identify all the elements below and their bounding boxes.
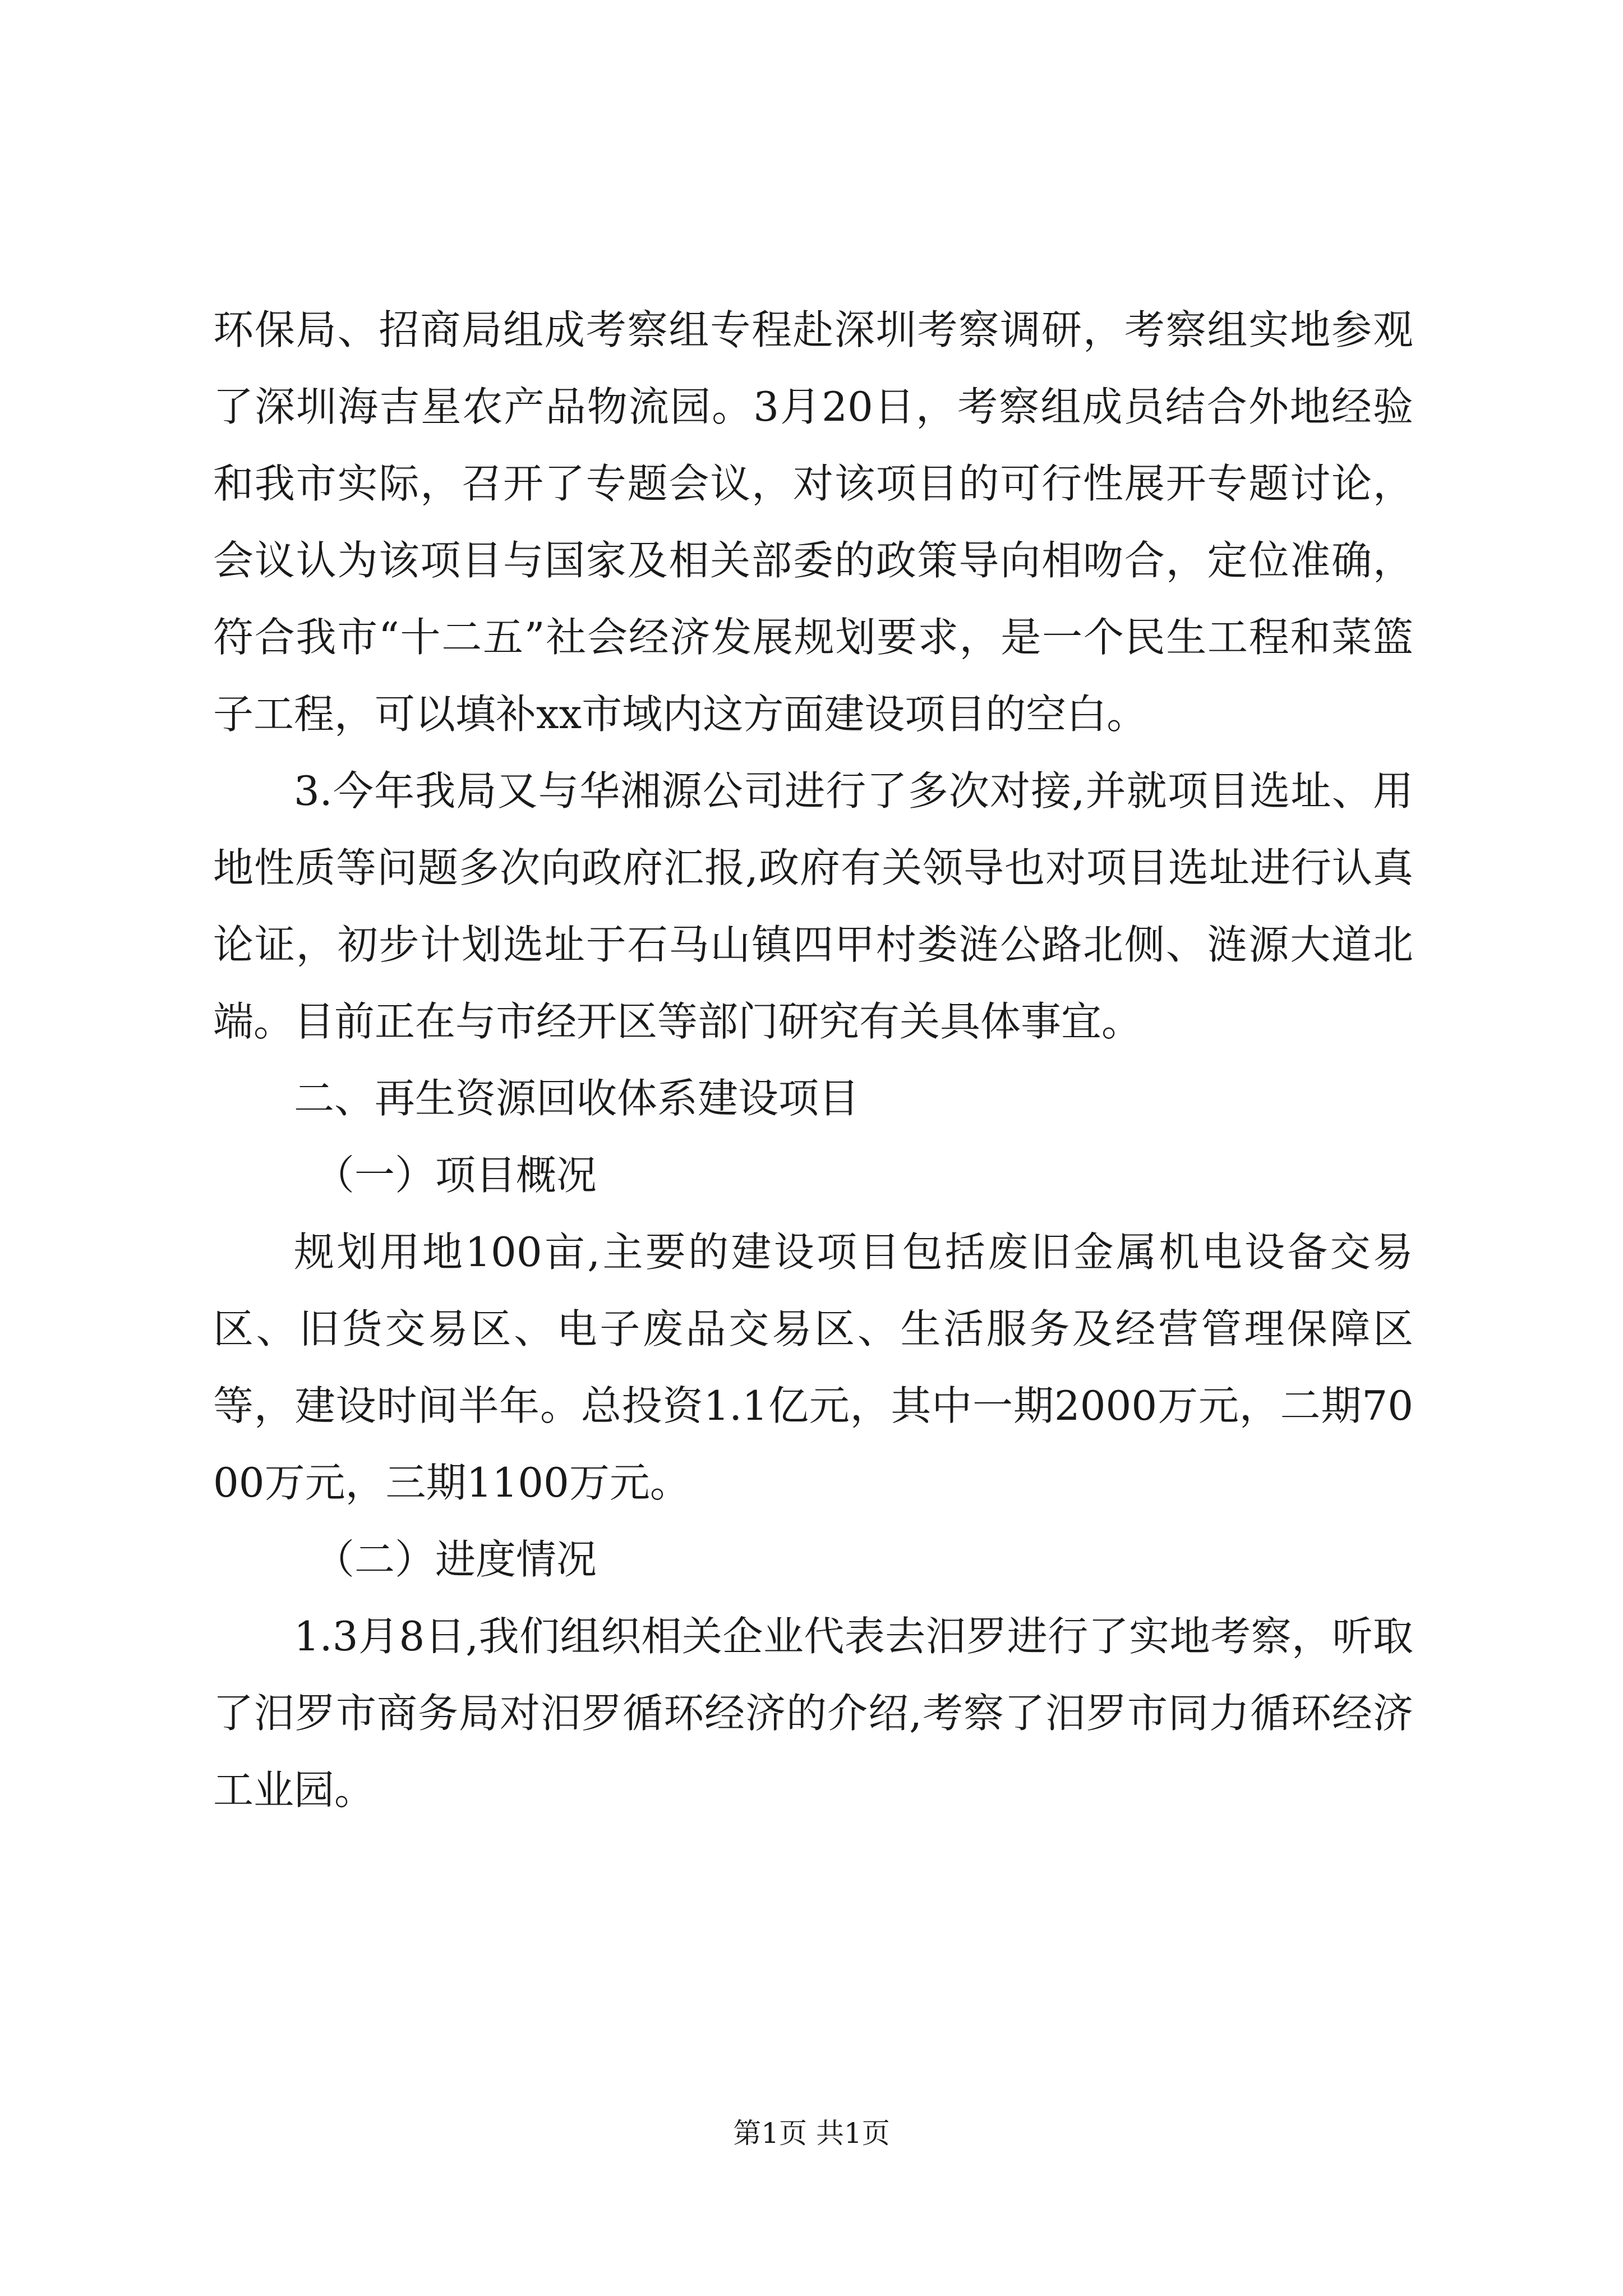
section-heading-recycling-project: 二、再生资源回收体系建设项目 [294,1075,860,1122]
document-body [213,292,1413,1829]
paragraph-continuation: 环保局、招商局组成考察组专程赴深圳考察调研，考察组实地参观了深圳海吉星农产品物流园。3月20日，考察组成员结合外地经验和我市实际，召开了专题会议，对该项目的可行性展开专题讨论，会议认为该项目与国家及相关部委的政策导向相吻合，定位准确，符合我市“十二五”社会经济发展规划要求，是一个民生工程和菜篮子工程，可以填补xx市域内这方面建设项目的空白。 [213,306,1413,738]
paragraph-project-overview: 规划用地100亩,主要的建设项目包括废旧金属机电设备交易区、旧货交易区、电子废品交易区、生活服务及经营管理保障区等，建设时间半年。总投资1.1亿元，其中一期2000万元，二期7000万元，三期1100万元。 [213,1228,1413,1506]
paragraph-site-selection: 3.今年我局又与华湘源公司进行了多次对接,并就项目选址、用地性质等问题多次向政府汇报,政府有关领导也对项目选址进行认真论证，初步计划选址于石马山镇四甲村娄涟公路北侧、涟源大道北端。目前正在与市经开区等部门研究有关具体事宜。 [213,767,1413,1045]
subsection-heading-overview: （一）项目概况 [314,1152,597,1199]
page-footer: 第1页 共1页 [733,2117,890,2150]
subsection-heading-progress: （二）进度情况 [314,1536,597,1583]
paragraph-progress: 1.3月8日,我们组织相关企业代表去汨罗进行了实地考察，听取了汨罗市商务局对汨罗循环经济的介绍,考察了汨罗市同力循环经济工业园。 [213,1613,1413,1814]
